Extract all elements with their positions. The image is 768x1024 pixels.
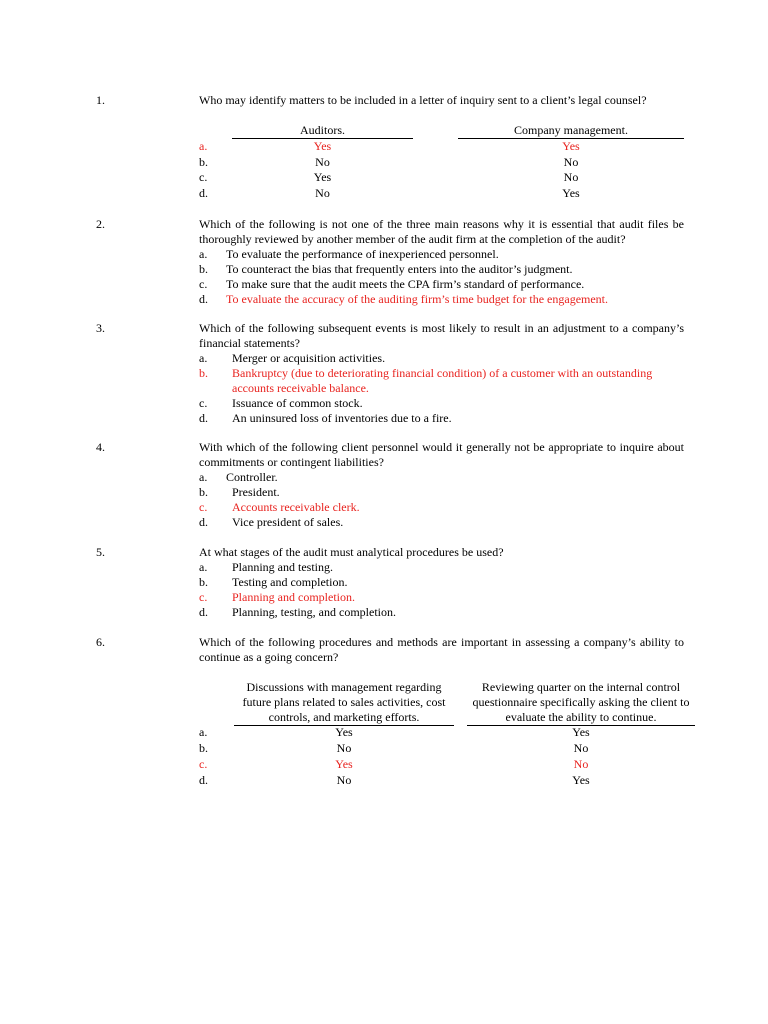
table-column-header: Reviewing quarter on the internal control questionnaire specifically asking the client to evaluate the ability to continue. <box>467 680 695 726</box>
option-item <box>199 262 689 277</box>
row-value: Yes <box>335 757 353 771</box>
table-row <box>0 741 768 756</box>
row-value: No <box>336 773 352 787</box>
option-text: Planning and completion. <box>232 590 355 604</box>
row-letter: d. <box>199 186 208 200</box>
row-letter: c. <box>199 757 208 771</box>
row-value: Yes <box>335 725 353 739</box>
option-letter: a. <box>199 560 208 574</box>
question-number: 2. <box>96 217 105 231</box>
row-value: Yes <box>562 186 580 200</box>
question-text: Which of the following is not one of the three main reasons why it is essential that audit files be thoroughly reviewed by another member of the audit firm at the completion of the audit? <box>199 217 684 246</box>
row-value: Yes <box>562 139 580 153</box>
option-letter: a. <box>199 351 208 365</box>
question-number: 3. <box>96 321 105 335</box>
question-text: Which of the following procedures and methods are important in assessing a company’s ability to continue as a going concern? <box>199 635 684 664</box>
option-letter: c. <box>199 500 208 514</box>
table-row <box>0 170 768 185</box>
option-item <box>199 292 689 307</box>
option-letter: d. <box>199 515 208 529</box>
option-item <box>199 396 689 411</box>
option-letter: b. <box>199 485 208 499</box>
option-text: To evaluate the accuracy of the auditing firm’s time budget for the engagement. <box>226 292 609 306</box>
question-text: With which of the following client personnel would it generally not be appropriate to inquire about commitments or contingent liabilities? <box>199 440 684 469</box>
option-letter: b. <box>199 575 208 589</box>
row-value: No <box>563 155 579 169</box>
option-letter: a. <box>199 247 208 261</box>
table-row <box>0 757 768 772</box>
option-item <box>199 605 689 620</box>
row-letter: b. <box>199 741 208 755</box>
option-text: Accounts receivable clerk. <box>232 500 360 514</box>
table-row <box>0 725 768 740</box>
option-item <box>199 351 689 366</box>
question-text: Which of the following subsequent events is most likely to result in an adjustment to a company’s financial statements? <box>199 321 684 350</box>
option-text: Planning, testing, and completion. <box>232 605 396 619</box>
option-text: Vice president of sales. <box>232 515 344 529</box>
question-number: 1. <box>96 93 105 107</box>
option-item <box>199 515 689 530</box>
option-letter: c. <box>199 277 208 291</box>
option-item <box>199 470 689 485</box>
option-text: Bankruptcy (due to deteriorating financial condition) of a customer with an outstanding accounts receivable balance. <box>232 366 653 395</box>
row-value: No <box>563 170 579 184</box>
row-value: No <box>315 155 330 169</box>
option-letter: d. <box>199 292 208 306</box>
option-list <box>199 351 689 426</box>
option-item <box>199 277 689 292</box>
option-text: Controller. <box>226 470 278 484</box>
row-value: Yes <box>313 139 332 153</box>
row-letter: c. <box>199 170 208 184</box>
option-text: To evaluate the performance of inexperienced personnel. <box>226 247 499 261</box>
table-row <box>0 186 768 201</box>
option-list <box>199 247 689 307</box>
row-letter: a. <box>199 725 208 739</box>
row-value: No <box>315 186 330 200</box>
option-list <box>199 560 689 620</box>
option-item <box>199 411 689 426</box>
table-column-header: Discussions with management regarding future plans related to sales activities, cost controls, and marketing efforts. <box>234 680 454 726</box>
option-text: Planning and testing. <box>232 560 333 574</box>
option-text: To make sure that the audit meets the CPA firm’s standard of performance. <box>226 277 585 291</box>
option-item <box>199 485 689 500</box>
option-text: To counteract the bias that frequently enters into the auditor’s judgment. <box>226 262 573 276</box>
row-value: Yes <box>313 170 332 184</box>
row-value: Yes <box>572 725 590 739</box>
question-number: 6. <box>96 635 105 649</box>
option-text: Testing and completion. <box>232 575 348 589</box>
question-text: Who may identify matters to be included in a letter of inquiry sent to a client’s legal counsel? <box>199 93 647 107</box>
option-letter: c. <box>199 396 208 410</box>
option-item <box>199 560 689 575</box>
table-row <box>0 139 768 154</box>
table-column-header: Company management. <box>458 123 684 139</box>
table-column-header: Auditors. <box>232 123 413 139</box>
option-item <box>199 500 689 515</box>
option-letter: d. <box>199 411 208 425</box>
row-letter: b. <box>199 155 208 169</box>
option-letter: b. <box>199 366 208 380</box>
option-text: Issuance of common stock. <box>232 396 363 410</box>
option-letter: c. <box>199 590 208 604</box>
option-letter: a. <box>199 470 208 484</box>
option-letter: d. <box>199 605 208 619</box>
row-value: No <box>573 741 589 755</box>
row-value: No <box>573 757 589 771</box>
option-letter: b. <box>199 262 208 276</box>
option-item <box>199 575 689 590</box>
option-text: Merger or acquisition activities. <box>232 351 386 365</box>
option-item <box>199 366 689 396</box>
row-letter: d. <box>199 773 208 787</box>
table-row <box>0 773 768 788</box>
row-value: No <box>336 741 352 755</box>
row-letter: a. <box>199 139 208 153</box>
table-row <box>0 155 768 170</box>
option-text: President. <box>232 485 280 499</box>
option-item <box>199 590 689 605</box>
option-list <box>199 470 689 530</box>
question-number: 4. <box>96 440 105 454</box>
option-item <box>199 247 689 262</box>
question-number: 5. <box>96 545 105 559</box>
row-value: Yes <box>572 773 590 787</box>
question-text: At what stages of the audit must analytical procedures be used? <box>199 545 504 559</box>
option-text: An uninsured loss of inventories due to a fire. <box>232 411 452 425</box>
